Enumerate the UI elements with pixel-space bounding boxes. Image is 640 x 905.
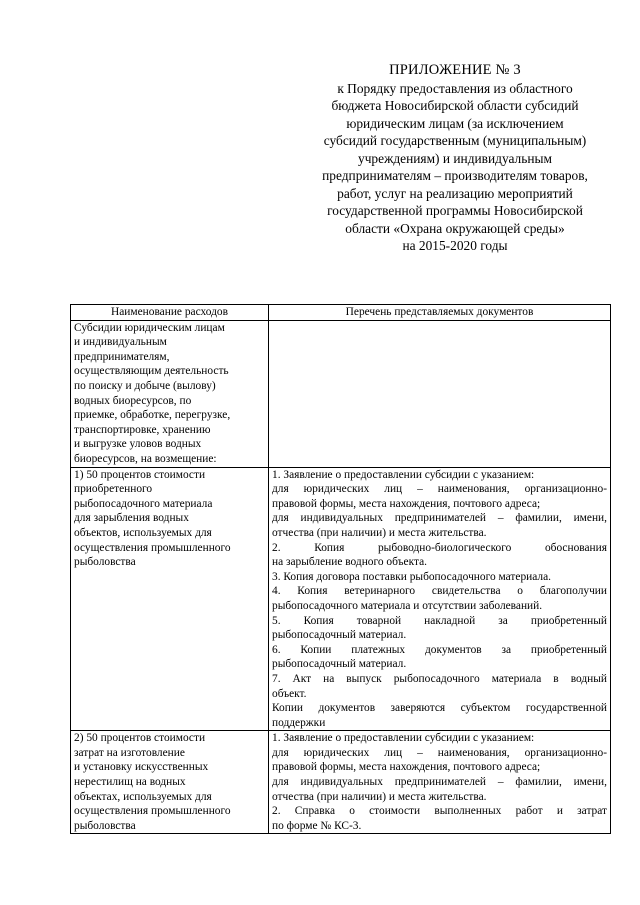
cell-line: Субсидии юридическим лицам [74,321,225,334]
cell-line: и выгрузке уловов водных [74,438,202,451]
cell-line: 6. Копии платежных документов за приобретенный [272,643,607,656]
table-row [71,320,611,467]
cell-line: отчества (при наличии) и места жительства. [272,526,487,539]
header-line: к Порядку предоставления из областного [337,80,573,96]
expenses-documents-table [70,304,611,834]
cell-line: биоресурсов, на возмещение: [74,452,217,465]
cell-line: для зарыбления водных [74,512,189,525]
cell-line: осуществления промышленного [74,805,231,818]
cell-line: правовой формы, места нахождения, почтового адреса; [272,497,541,510]
header-line: юридическим лицам (за исключением [346,115,564,131]
documents-cell [269,467,611,731]
cell-line: осуществляющим деятельность [74,365,229,378]
cell-line: 5. Копия товарной накладной за приобретенный [272,614,607,627]
cell-line: приемке, обработке, перегрузке, [74,409,231,422]
cell-line: 3. Копия договора поставки рыбопосадочного материала. [272,570,551,583]
cell-line: 1. Заявление о предоставлении субсидии с указанием: [272,732,535,745]
cell-line: 1) 50 процентов стоимости [74,468,206,481]
table-row [71,731,611,834]
cell-line: осуществления промышленного [74,541,231,554]
table-row [71,467,611,731]
cell-line: рыбопосадочный материал. [272,629,407,642]
cell-line: 7. Акт на выпуск рыбопосадочного материала в водный [272,672,607,685]
cell-line: транспортировке, хранению [74,423,211,436]
expense-name-cell [71,731,269,834]
cell-line: рыбопосадочный материал. [272,658,407,671]
cell-line: рыболовства [74,556,136,569]
cell-line: и индивидуальным [74,336,167,349]
cell-line: предпринимателям, [74,350,170,363]
cell-line: 1. Заявление о предоставлении субсидии с указанием: [272,468,535,481]
cell-line: приобретенного [74,483,153,496]
cell-line: для индивидуальных предпринимателей – фамилии, имени, [272,776,607,789]
cell-line: по поиску и добыче (вылову) [74,379,216,392]
header-line: области «Охрана окружающей среды» [345,220,565,236]
cell-line: объектов, используемых для [74,526,212,539]
documents-cell [269,320,611,467]
documents-cell [269,731,611,834]
expense-name-cell [71,320,269,467]
header-line: бюджета Новосибирской области субсидий [331,98,579,113]
cell-line: для юридических лиц – наименования, организационно- [272,483,607,496]
cell-line: 2) 50 процентов стоимости [74,732,206,745]
header-line: предпринимателям – производителям товаров, [322,168,588,183]
cell-line: для индивидуальных предпринимателей – фамилии, имени, [272,512,607,525]
cell-line: на зарыбление водного объекта. [272,556,427,569]
cell-line: рыбопосадочного материала и отсутствии заболеваний. [272,599,543,612]
cell-line: 2. Справка о стоимости выполненных работ и затрат [272,805,607,818]
appendix-title: ПРИЛОЖЕНИЕ № 3 [389,62,521,78]
cell-line: правовой формы, места нахождения, почтового адреса; [272,761,541,774]
header-line: учреждениям) и индивидуальным [358,150,552,166]
header-line: на 2015-2020 годы [402,238,508,253]
cell-line: рыболовства [74,819,136,832]
cell-line: объектах, используемых для [74,790,212,803]
cell-line: поддержки [272,716,326,729]
cell-line: 2. Копия рыбоводно-биологического обоснования [272,541,607,554]
cell-line: рыбопосадочного материала [74,497,213,510]
table-header-row [71,305,611,321]
cell-line: объект. [272,687,307,700]
cell-line: водных биоресурсов, по [74,394,192,407]
header-line: государственной программы Новосибирской [327,203,583,218]
cell-line: по форме № КС-3. [272,819,362,832]
column-header-documents: Перечень представляемых документов [269,305,611,321]
cell-line: затрат на изготовление [74,746,185,759]
cell-line: для юридических лиц – наименования, организационно- [272,746,607,759]
expense-name-cell [71,467,269,731]
column-header-expenses: Наименование расходов [71,305,269,321]
header-line: работ, услуг на реализацию мероприятий [337,185,573,201]
cell-line: и установку искусственных [74,761,209,774]
cell-line: 4. Копия ветеринарного свидетельства о благополучии [272,585,607,598]
cell-line: Копии документов заверяются субъектом государственной [272,702,607,715]
cell-line: нерестилищ на водных [74,776,186,789]
cell-line: отчества (при наличии) и места жительства. [272,790,487,803]
appendix-header [300,62,610,255]
header-line: субсидий государственным (муниципальным) [323,133,587,148]
